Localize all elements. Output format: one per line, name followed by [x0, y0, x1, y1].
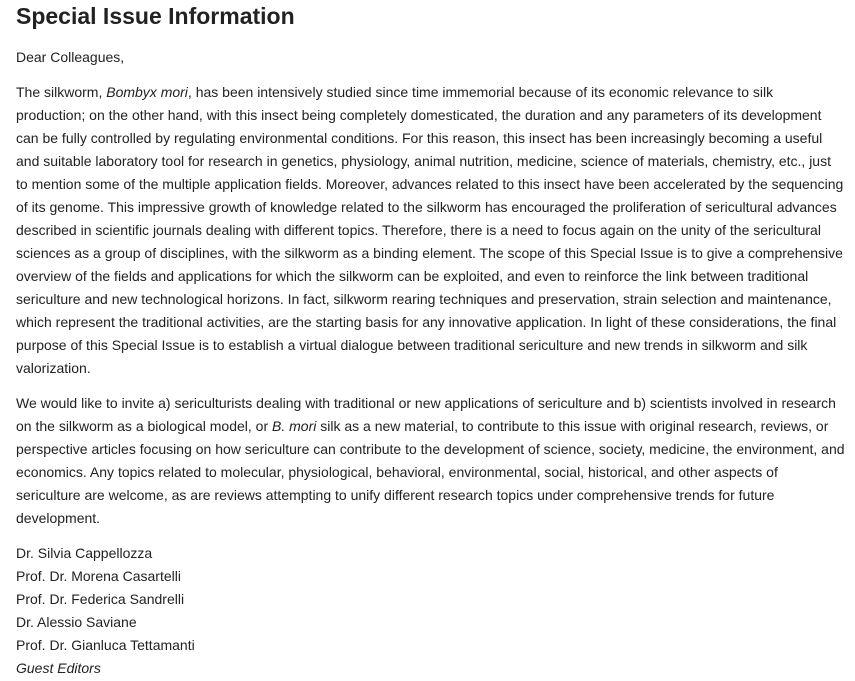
- editor-name: Prof. Dr. Gianluca Tettamanti: [16, 637, 195, 653]
- editor-name: Prof. Dr. Federica Sandrelli: [16, 591, 185, 607]
- editor-name: Prof. Dr. Morena Casartelli: [16, 568, 181, 584]
- invitation-text-end: silk as a new material, to contribute to this issue with original research, reviews, or perspective articles focusing on how sericulture can contribute to the development of science, society, medicine, the environment, and economics. Any topics related to molecular, physiological, behavioral, environmental, social, historical, and other aspects of sericulture are welcome, as are reviews attempting to unify different research topics under comprehensive trends for future development.: [16, 418, 845, 526]
- editors-role: [16, 657, 845, 680]
- species-abbrev: B. mori: [272, 418, 317, 434]
- invitation-paragraph: [16, 392, 845, 530]
- editor-name: Dr. Silvia Cappellozza: [16, 545, 153, 561]
- editors-role-label: Guest Editors: [16, 660, 101, 676]
- intro-text-end: , has been intensively studied since time immemorial because of its economic relevance to silk production; on the other hand, with this insect being completely domesticated, the duration and any parameters of its development can be fully controlled by regulating environmental conditions. For this reason, this insect has been increasingly becoming a useful and suitable laboratory tool for research in genetics, physiology, animal nutrition, medicine, science of materials, chemistry, etc., just to mention some of the multiple application fields. Moreover, advances related to this insect have been accelerated by the sequencing of its genome. This impressive growth of knowledge related to the silkworm has encouraged the proliferation of sericultural advances described in scientific journals dealing with different topics. Therefore, there is a need to focus again on the unity of the sericultural sciences as a group of disciplines, with the silkworm as a binding element. The scope of this Special Issue is to give a comprehensive overview of the fields and applications for which the silkworm can be exploited, and even to reinforce the link between traditional sericulture and new technological horizons. In fact, silkworm rearing techniques and preservation, strain selection and maintenance, which represent the traditional activities, are the starting basis for any innovative application. In light of these considerations, the final purpose of this Special Issue is to establish a virtual dialogue between traditional sericulture and new trends in silkworm and silk valorization.: [16, 84, 844, 376]
- invitation-text-start: We would like to invite a) sericulturists dealing with traditional or new applications of sericulture and b) scientists involved in research on the silkworm as a biological model, or: [16, 395, 836, 434]
- intro-text-start: The silkworm,: [16, 84, 107, 100]
- salutation: Dear Colleagues,: [16, 49, 125, 65]
- page-title: Special Issue Information: [16, 3, 295, 29]
- intro-paragraph: [16, 81, 845, 380]
- species-name: Bombyx mori: [106, 84, 188, 100]
- editors-list: [16, 542, 845, 680]
- editor-name: Dr. Alessio Saviane: [16, 614, 137, 630]
